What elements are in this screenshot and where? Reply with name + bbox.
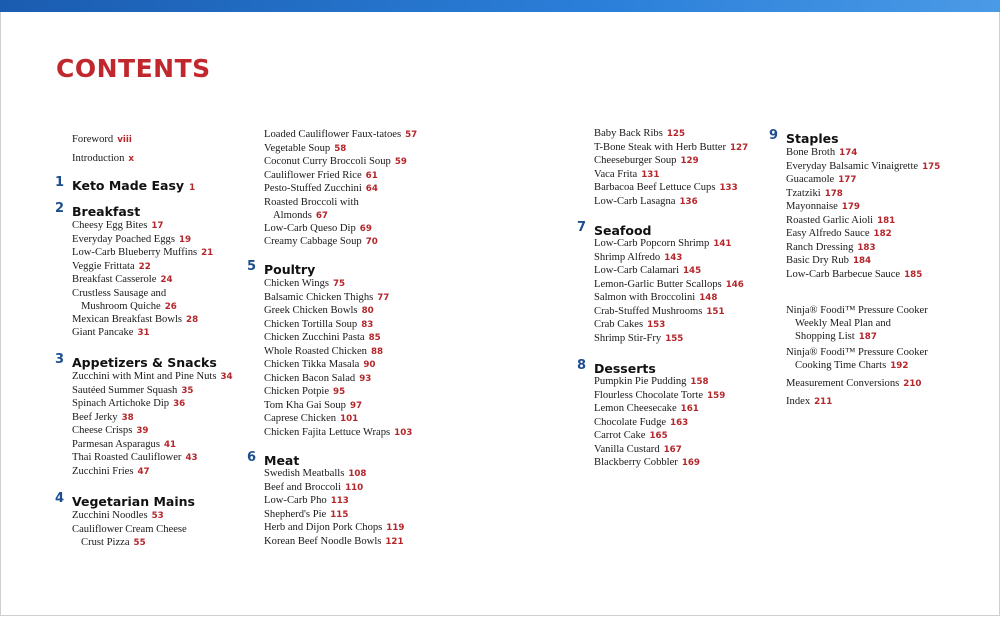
entry-title: Roasted Garlic Aioli [786, 214, 874, 226]
toc-entry[interactable] [786, 304, 928, 344]
toc-entry[interactable] [264, 467, 366, 481]
toc-entry[interactable] [264, 372, 371, 386]
entry-title: Flourless Chocolate Torte [594, 389, 704, 401]
entry-title-continued [72, 536, 187, 550]
entry-title: Ranch Dressing [786, 241, 854, 253]
toc-entry[interactable] [264, 155, 407, 169]
entry-title: Zucchini Fries [72, 465, 134, 477]
toc-entry[interactable] [264, 277, 345, 291]
entry-title: Chicken Bacon Salad [264, 372, 356, 384]
entry-title: Chicken Wings [264, 278, 329, 289]
entry-page-number: 178 [824, 188, 843, 199]
entry-page-number: 181 [877, 215, 896, 226]
entry-page-number: 182 [873, 229, 892, 239]
entry-page-number: 101 [340, 414, 359, 424]
entry-title: Baby Back Ribs [594, 128, 663, 139]
toc-entry[interactable] [72, 260, 151, 274]
toc-entry[interactable] [72, 438, 176, 452]
toc-entry[interactable] [264, 222, 372, 236]
entry-page-number: 151 [706, 306, 725, 317]
entry-title: T-Bone Steak with Herb Butter [594, 141, 727, 153]
entry-title: Guacamole [786, 174, 835, 185]
toc-entry[interactable] [594, 291, 717, 305]
toc-entry[interactable] [786, 146, 857, 160]
entry-title: Shrimp Stir-Fry [594, 332, 662, 344]
entry-title-line2: Mushroom Quiche [81, 300, 161, 312]
entry-page-number: 41 [163, 439, 177, 450]
entry-title-continued [264, 209, 359, 223]
toc-entry[interactable] [264, 426, 412, 440]
toc-entry[interactable] [264, 521, 404, 535]
entry-page-number: 31 [137, 328, 150, 338]
entry-title: Low-Carb Barbecue Sauce [786, 268, 901, 280]
toc-entry[interactable] [594, 429, 668, 443]
chapter-heading[interactable] [55, 491, 195, 510]
entry-page-number: 161 [680, 404, 699, 414]
chapter-title: Staples [786, 131, 839, 146]
entry-title: Barbacoa Beef Lettuce Cups [594, 182, 716, 193]
chapter-number: 5 [247, 259, 257, 274]
entry-page-number: 131 [641, 169, 660, 180]
toc-entry[interactable] [786, 346, 928, 373]
toc-entry[interactable] [594, 375, 709, 389]
chapter-title: Appetizers & Snacks [72, 355, 217, 370]
entry-page-number: 95 [333, 387, 346, 397]
entry-title: Coconut Curry Broccoli Soup [264, 156, 391, 167]
entry-page-number: 155 [665, 333, 684, 344]
chapter-heading[interactable] [55, 201, 141, 220]
entry-page-number: 17 [151, 221, 164, 231]
toc-entry[interactable] [264, 412, 358, 426]
entry-title: Pumpkin Pie Pudding [594, 376, 687, 387]
entry-page-number: 115 [330, 509, 349, 520]
toc-entry[interactable] [264, 508, 348, 522]
page-title: CONTENTS [56, 54, 211, 83]
toc-entry[interactable] [594, 237, 731, 251]
entry-page-number: 36 [173, 399, 186, 409]
entry-title: Crab-Stuffed Mushrooms [594, 305, 703, 317]
entry-title-line2: Crust Pizza [81, 536, 130, 548]
chapter-number: 3 [55, 352, 65, 367]
entry-page-number: 43 [185, 453, 198, 463]
toc-entry[interactable] [72, 424, 148, 438]
toc-entry[interactable] [264, 128, 417, 142]
entry-page-number: 26 [164, 301, 177, 312]
entry-page-number: 57 [405, 130, 418, 140]
toc-entry[interactable] [594, 181, 738, 195]
toc-entry[interactable] [786, 200, 860, 214]
entry-page-number: 35 [181, 385, 194, 396]
toc-entry[interactable] [786, 268, 922, 282]
entry-page-number: 103 [394, 427, 413, 438]
entry-title: Lemon Cheesecake [594, 403, 677, 414]
toc-entry[interactable] [264, 331, 381, 345]
entry-title: Vaca Frita [594, 168, 638, 180]
entry-page-number: 121 [385, 536, 404, 547]
entry-title: Caprese Chicken [264, 413, 337, 424]
entry-page-number: 175 [922, 161, 941, 172]
toc-entry[interactable] [264, 318, 373, 332]
entry-title-line2: Weekly Meal Plan and [795, 318, 891, 329]
entry-title: Ninja® Foodi™ Pressure Cooker [786, 347, 928, 358]
chapter-heading[interactable] [55, 352, 217, 371]
toc-entry[interactable] [264, 494, 349, 508]
chapter-heading[interactable] [247, 259, 316, 278]
entry-title: Mexican Breakfast Bowls [72, 313, 183, 325]
toc-entry[interactable] [594, 251, 682, 265]
entry-title: Giant Pancake [72, 327, 134, 338]
toc-entry[interactable] [786, 173, 856, 187]
entry-page-number: 85 [368, 333, 381, 343]
toc-entry[interactable] [786, 227, 892, 241]
entry-title: Everyday Balsamic Vinaigrette [786, 160, 919, 172]
entry-title: Pesto-Stuffed Zucchini [264, 183, 362, 194]
toc-entry[interactable] [786, 254, 871, 268]
entry-title: Mayonnaise [786, 201, 838, 212]
entry-title: Swedish Meatballs [264, 468, 345, 479]
entry-page-number: x [128, 154, 134, 164]
entry-title: Crab Cakes [594, 319, 644, 330]
toc-entry[interactable] [72, 287, 177, 314]
entry-title: Carrot Cake [594, 430, 646, 441]
toc-entry[interactable] [72, 509, 164, 523]
entry-page-number: 97 [349, 400, 363, 411]
entry-title: Balsamic Chicken Thighs [264, 291, 374, 303]
toc-entry[interactable] [72, 326, 150, 340]
entry-page-number: 148 [699, 293, 718, 303]
toc-entry[interactable] [786, 395, 832, 409]
toc-entry[interactable] [264, 399, 362, 413]
chapter-title: Keto Made Easy [72, 178, 185, 193]
entry-page-number: 64 [365, 184, 378, 194]
toc-entry[interactable] [786, 187, 843, 201]
toc-entry[interactable] [72, 219, 163, 233]
toc-entry[interactable] [594, 127, 685, 141]
entry-page-number: 141 [713, 239, 732, 249]
entry-page-number: 88 [370, 346, 384, 357]
toc-entry[interactable] [72, 246, 213, 260]
entry-page-number: 28 [186, 314, 199, 325]
entry-title: Parmesan Asparagus [72, 438, 160, 450]
chapter-number: 2 [55, 201, 65, 216]
entry-page-number: 169 [681, 458, 700, 468]
entry-title-line3: Shopping List [795, 331, 855, 342]
chapter-title: Poultry [264, 262, 316, 277]
entry-page-number: 80 [361, 306, 374, 316]
toc-entry[interactable] [594, 416, 688, 430]
entry-page-number: 59 [394, 157, 407, 167]
entry-page-number: 61 [365, 170, 378, 181]
entry-page-number: 158 [690, 377, 709, 387]
toc-entry[interactable] [594, 141, 748, 155]
entry-page-number: 69 [359, 223, 372, 234]
entry-title: Low-Carb Popcorn Shrimp [594, 238, 710, 249]
entry-page-number: 183 [857, 242, 876, 253]
toc-entry[interactable] [264, 385, 345, 399]
entry-title: Beef and Broccoli [264, 481, 342, 493]
chapter-page-number: 1 [189, 183, 196, 193]
entry-title: Index [786, 396, 811, 407]
entry-title: Chicken Fajita Lettuce Wraps [264, 426, 391, 438]
chapter-number: 7 [577, 220, 587, 235]
entry-page-number: 119 [386, 523, 405, 533]
entry-page-number: 146 [725, 279, 744, 290]
top-color-bar [0, 0, 1000, 12]
entry-title: Spinach Artichoke Dip [72, 398, 170, 409]
entry-title: Chicken Potpie [264, 386, 330, 397]
chapter-title: Meat [264, 453, 300, 468]
entry-page-number: 125 [666, 129, 685, 139]
entry-page-number: 113 [330, 496, 349, 506]
entry-page-number: 70 [365, 237, 378, 247]
entry-page-number: 22 [138, 261, 151, 272]
entry-title: Chocolate Fudge [594, 416, 667, 428]
entry-page-number: 167 [663, 444, 682, 455]
toc-entry[interactable] [594, 168, 659, 182]
entry-title: Easy Alfredo Sauce [786, 228, 870, 239]
entry-page-number: 93 [359, 373, 372, 384]
toc-entry[interactable] [72, 451, 198, 465]
chapter-number: 1 [55, 175, 65, 190]
entry-page-number: 19 [178, 234, 192, 245]
toc-entry[interactable] [594, 264, 701, 278]
chapter-number: 8 [577, 358, 587, 373]
chapter-title: Vegetarian Mains [72, 494, 195, 509]
entry-page-number: 75 [333, 279, 346, 289]
entry-page-number: 77 [377, 292, 390, 303]
entry-title: Thai Roasted Cauliflower [72, 452, 182, 463]
chapter-heading[interactable] [769, 128, 839, 147]
entry-page-number: 38 [121, 412, 134, 423]
entry-title: Roasted Broccoli with [264, 196, 359, 208]
toc-entry[interactable] [264, 535, 404, 549]
entry-title: Introduction [72, 153, 125, 164]
entry-page-number: 108 [348, 469, 367, 479]
toc-entry[interactable] [72, 384, 193, 398]
toc-entry[interactable] [594, 278, 744, 292]
toc-entry[interactable] [72, 523, 187, 550]
entry-title: Low-Carb Calamari [594, 265, 680, 276]
entry-title: Foreword [72, 134, 114, 145]
toc-entry[interactable] [264, 182, 378, 196]
toc-entry[interactable] [264, 304, 374, 318]
entry-title: Shrimp Alfredo [594, 251, 661, 263]
entry-page-number: 179 [841, 202, 860, 212]
entry-page-number: 34 [220, 372, 233, 382]
toc-entry[interactable] [264, 169, 378, 183]
entry-page-number: 184 [852, 256, 872, 266]
toc-entry[interactable] [72, 133, 132, 147]
entry-title-continued [72, 300, 177, 314]
toc-entry[interactable] [594, 154, 699, 168]
entry-page-number: 53 [151, 511, 164, 521]
entry-page-number: 177 [838, 175, 857, 185]
entry-title: Creamy Cabbage Soup [264, 236, 362, 247]
entry-title: Measurement Conversions [786, 378, 900, 389]
entry-title: Greek Chicken Bowls [264, 305, 358, 316]
entry-title: Korean Beef Noodle Bowls [264, 535, 382, 547]
entry-title: Herb and Dijon Pork Chops [264, 522, 383, 533]
entry-page-number: 39 [136, 426, 149, 436]
toc-entry[interactable] [786, 241, 876, 255]
toc-entry[interactable] [786, 214, 895, 228]
entry-page-number: 110 [345, 482, 364, 493]
toc-entry[interactable] [264, 291, 389, 305]
toc-entry[interactable] [594, 456, 700, 470]
entry-title: Low-Carb Pho [264, 495, 327, 506]
toc-entry[interactable] [264, 358, 375, 372]
toc-entry[interactable] [786, 377, 921, 391]
toc-entry[interactable] [72, 465, 150, 479]
entry-title: Salmon with Broccolini [594, 292, 696, 303]
entry-title: Everyday Poached Eggs [72, 233, 175, 245]
entry-title: Zucchini with Mint and Pine Nuts [72, 371, 217, 382]
toc-entry[interactable] [264, 196, 359, 223]
toc-entry[interactable] [72, 411, 134, 425]
toc-entry[interactable] [594, 195, 698, 209]
toc-entry[interactable] [594, 318, 665, 332]
entry-title: Cheeseburger Soup [594, 155, 677, 166]
entry-page-number: 67 [315, 210, 328, 221]
toc-entry[interactable] [594, 443, 682, 457]
entry-page-number: 159 [707, 390, 726, 401]
entry-page-number: 21 [201, 248, 214, 258]
entry-page-number: 174 [839, 148, 858, 158]
entry-page-number: 47 [137, 466, 150, 477]
chapter-title: Desserts [594, 361, 656, 376]
entry-title: Chicken Zucchini Pasta [264, 332, 365, 343]
entry-title: Low-Carb Lasagna [594, 195, 676, 207]
entry-title: Shepherd's Pie [264, 508, 327, 520]
entry-page-number: 165 [649, 431, 668, 441]
toc-entry[interactable] [264, 235, 378, 249]
chapter-title: Breakfast [72, 204, 141, 219]
entry-title-continued [795, 330, 928, 344]
entry-page-number: 83 [361, 319, 374, 330]
entry-title: Veggie Frittata [72, 260, 135, 272]
chapter-number: 9 [769, 128, 779, 143]
entry-page-number: 58 [334, 143, 347, 154]
toc-entry[interactable] [594, 305, 725, 319]
entry-title: Bone Broth [786, 147, 836, 158]
toc-entry[interactable] [264, 481, 363, 495]
entry-title: Cauliflower Cream Cheese [72, 523, 187, 535]
entry-page-number: 187 [858, 332, 877, 342]
chapter-number: 6 [247, 450, 257, 465]
entry-title: Loaded Cauliflower Faux-tatoes [264, 129, 402, 140]
entry-title: Breakfast Casserole [72, 274, 157, 285]
toc-entry[interactable] [72, 233, 191, 247]
chapter-heading[interactable] [55, 175, 196, 194]
entry-title: Chicken Tortilla Soup [264, 318, 358, 330]
toc-entry[interactable] [594, 332, 683, 346]
entry-title: Cauliflower Fried Rice [264, 169, 362, 181]
entry-title: Low-Carb Blueberry Muffins [72, 247, 198, 258]
entry-title: Vegetable Soup [264, 142, 331, 154]
entry-title-line2: Almonds [273, 209, 312, 221]
entry-page-number: 24 [160, 275, 173, 285]
chapter-number: 4 [55, 491, 65, 506]
entry-title: Cheesy Egg Bites [72, 220, 148, 231]
entry-title: Tom Kha Gai Soup [264, 399, 346, 411]
entry-page-number: 90 [363, 360, 376, 370]
entry-title: Low-Carb Queso Dip [264, 222, 356, 234]
toc-entry[interactable] [264, 345, 383, 359]
entry-title: Zucchini Noodles [72, 510, 148, 521]
entry-title: Tzatziki [786, 187, 821, 199]
entry-title: Whole Roasted Chicken [264, 345, 367, 357]
entry-title-line2: Cooking Time Charts [795, 360, 887, 371]
entry-page-number: 153 [647, 320, 666, 330]
toc-entry[interactable] [264, 142, 346, 156]
entry-title: Ninja® Foodi™ Pressure Cooker [786, 305, 928, 316]
entry-title-continued [786, 317, 928, 344]
entry-title: Chicken Tikka Masala [264, 359, 360, 370]
entry-page-number: 163 [670, 417, 689, 428]
toc-entry[interactable] [786, 160, 940, 174]
entry-page-number: 192 [890, 361, 909, 371]
entry-page-number: 55 [133, 537, 146, 548]
entry-title: Basic Dry Rub [786, 255, 849, 266]
toc-entry[interactable] [72, 152, 134, 166]
entry-title: Blackberry Cobbler [594, 457, 678, 468]
toc-entry[interactable] [72, 370, 233, 384]
entry-title: Beef Jerky [72, 411, 118, 423]
entry-page-number: 185 [904, 269, 923, 280]
toc-entry[interactable] [594, 389, 725, 403]
entry-title: Cheese Crisps [72, 425, 133, 436]
entry-page-number: 133 [719, 183, 738, 193]
toc-entry[interactable] [72, 273, 173, 287]
chapter-title: Seafood [594, 223, 652, 238]
entry-title-continued [786, 359, 928, 373]
toc-entry[interactable] [594, 402, 699, 416]
toc-entry[interactable] [72, 397, 185, 411]
toc-entry[interactable] [72, 313, 198, 327]
entry-title: Crustless Sausage and [72, 287, 167, 299]
entry-page-number: 129 [680, 156, 699, 166]
entry-page-number: 136 [679, 196, 698, 207]
entry-page-number: 145 [683, 266, 702, 276]
entry-page-number: 210 [903, 379, 922, 389]
entry-title: Sautéed Summer Squash [72, 384, 178, 396]
entry-page-number: 211 [814, 397, 833, 407]
entry-page-number: 127 [730, 142, 749, 153]
entry-page-number: viii [117, 135, 132, 145]
entry-page-number: 143 [664, 252, 683, 263]
entry-title: Lemon-Garlic Butter Scallops [594, 278, 722, 290]
entry-title: Vanilla Custard [594, 443, 660, 455]
